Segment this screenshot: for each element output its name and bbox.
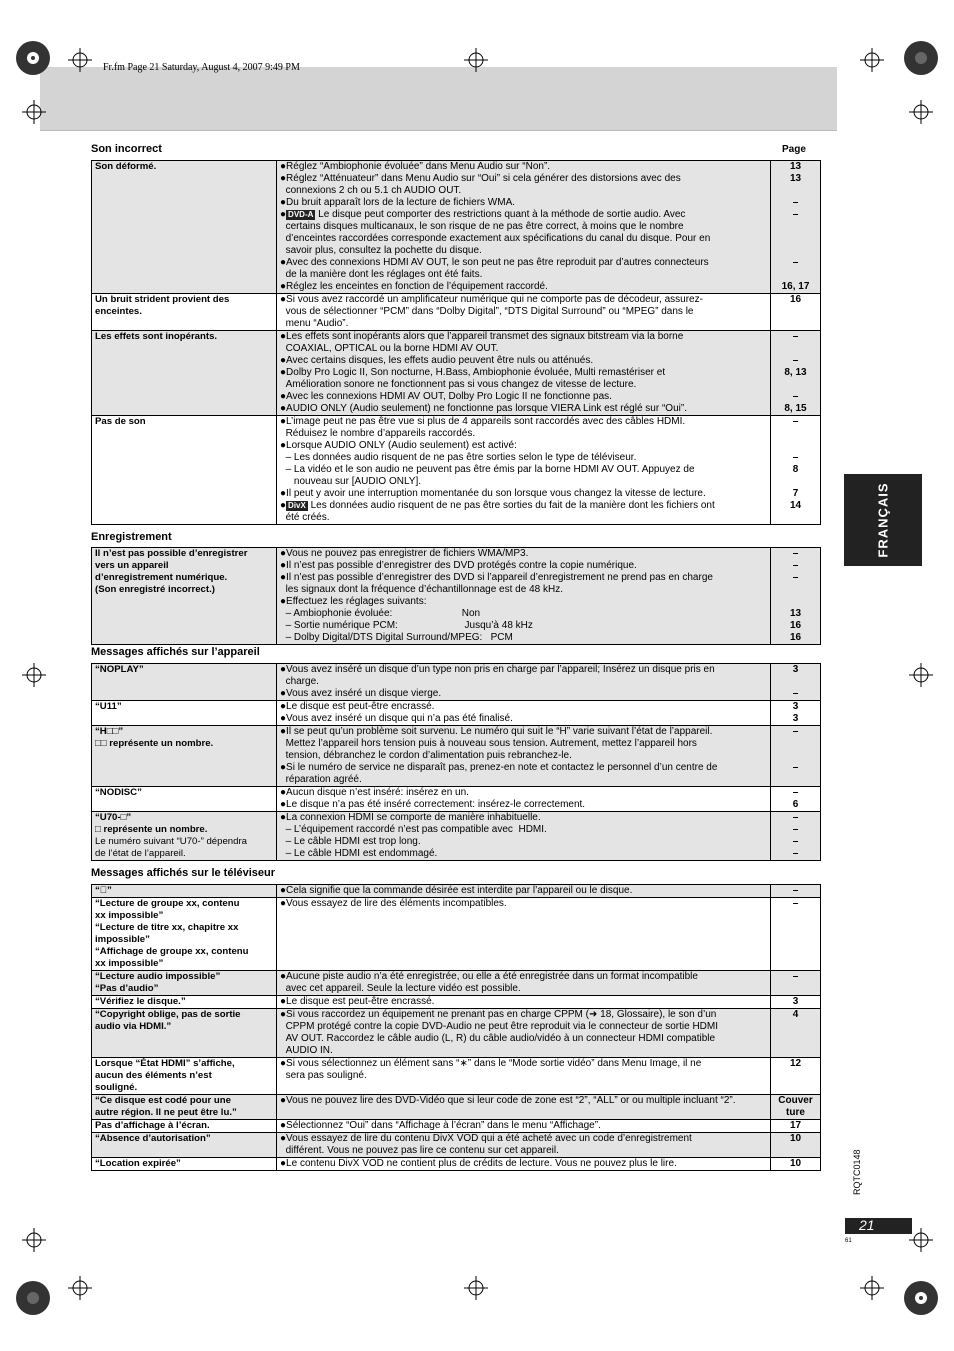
page-ref-cell xyxy=(771,1009,821,1058)
page-ref: 6 xyxy=(792,799,799,810)
table-row xyxy=(92,787,821,812)
page-ref-cell xyxy=(771,1058,821,1095)
table-row xyxy=(92,812,821,861)
language-tab-label: FRANÇAIS xyxy=(875,482,891,558)
page-ref-cell xyxy=(771,1095,821,1120)
remedy-text: ●Il se peut qu’un problème soit survenu. Le numéro qui suit le “H” varie suivant l’état de l’appareil. xyxy=(280,726,713,737)
page-ref: – xyxy=(792,209,799,220)
remedy-text: ●Le disque n’a pas été inséré correctement: insérez-le correctement. xyxy=(280,799,586,810)
problem-cell xyxy=(92,161,277,294)
tiny-page-number: 61 xyxy=(845,1238,852,1244)
remedy-text: ●Les effets sont inopérants alors que l’appareil transmet des signaux bitstream via la borne xyxy=(280,331,684,342)
remedy-text: sera pas souligné. xyxy=(280,1070,367,1081)
problem-text: audio via HDMI.” xyxy=(95,1021,172,1032)
page-ref-cell xyxy=(771,787,821,812)
remedy-text: ●Si vous avez raccordé un amplificateur numérique qui ne comporte pas de décodeur, assurez- xyxy=(280,294,703,305)
remedy-text: avec cet appareil. Seule la lecture vidéo est possible. xyxy=(280,983,521,994)
problem-cell xyxy=(92,812,277,861)
remedy-text: tension, débranchez le cordon d’alimentation puis rebranchez-le. xyxy=(280,750,572,761)
remedy-text: vous de sélectionner “PCM” dans “Dolby Digital”, “DTS Digital Surround” ou “MPEG” dans le xyxy=(280,306,694,317)
page-ref: 10 xyxy=(789,1158,802,1169)
page-ref: 12 xyxy=(789,1058,802,1069)
page-ref xyxy=(774,221,817,233)
remedy-text: connexions 2 ch ou 5.1 ch AUDIO OUT. xyxy=(280,185,462,196)
page-ref-cell xyxy=(771,1133,821,1158)
page-ref-cell xyxy=(771,161,821,294)
page-ref: 3 xyxy=(792,713,799,724)
printer-disc-mark xyxy=(15,1280,51,1316)
page-ref-cell xyxy=(771,294,821,331)
disc-type-badge: DVD-A xyxy=(288,210,314,219)
remedy-text: ●Sélectionnez “Oui” dans “Affichage à l’écran” dans le menu “Affichage”. xyxy=(280,1120,601,1131)
page-ref: 13 xyxy=(789,173,802,184)
table-row xyxy=(92,971,821,996)
table-row xyxy=(92,1133,821,1158)
remedy-text: ●Vous essayez de lire du contenu DivX VOD qui a été acheté avec un code d’enregistrement xyxy=(280,1133,692,1144)
page-ref: – xyxy=(792,355,799,366)
remedy-text: Réduisez le nombre d’appareils raccordés. xyxy=(280,428,476,439)
page-ref xyxy=(774,245,817,257)
page-ref: – xyxy=(792,572,799,583)
crosshair-mark xyxy=(909,100,933,124)
page-ref xyxy=(774,774,817,786)
page-ref: 16 xyxy=(789,632,802,643)
page-ref: – xyxy=(792,688,799,699)
document-code: RQTC0148 xyxy=(852,1149,862,1195)
remedy-cell xyxy=(277,971,771,996)
disc-type-badge: DivX xyxy=(288,501,306,510)
remedy-cell xyxy=(277,1095,771,1120)
problem-text: vers un appareil xyxy=(95,560,169,571)
printer-disc-mark xyxy=(903,40,939,76)
remedy-text: – Sortie numérique PCM: Jusqu’à 48 kHz xyxy=(280,620,533,631)
remedy-text: – Ambiophonie évoluée: Non xyxy=(280,608,481,619)
page-ref-cell xyxy=(771,1158,821,1171)
page-ref: – xyxy=(792,762,799,773)
page-ref-cell xyxy=(771,885,821,898)
problem-cell xyxy=(92,898,277,971)
remedy-text: ●Avec les connexions HDMI AV OUT, Dolby Pro Logic II ne fonctionne pas. xyxy=(280,391,612,402)
table-row xyxy=(92,898,821,971)
problem-text: “Ce disque est codé pour une xyxy=(95,1095,231,1106)
page-ref-cell xyxy=(771,996,821,1009)
remedy-text: ●Si vous raccordez un équipement ne prenant pas en charge CPPM (➜ 18, Glossaire), le son d’un xyxy=(280,1009,717,1020)
problem-cell xyxy=(92,1058,277,1095)
problem-text: “Absence d’autorisation” xyxy=(95,1133,211,1144)
problem-text: “Copyright oblige, pas de sortie xyxy=(95,1009,241,1020)
page-ref: – xyxy=(792,824,799,835)
problem-text: “NOPLAY” xyxy=(95,664,144,675)
remedy-cell xyxy=(277,416,771,525)
remedy-text: – L’équipement raccordé n’est pas compatible avec HDMI. xyxy=(280,824,547,835)
remedy-text: ●Vous ne pouvez lire des DVD-Vidéo que si leur code de zone est “2”, “ALL” or ou multiple incluant “2”. xyxy=(280,1095,736,1106)
page-ref: ture xyxy=(786,1107,805,1118)
page-ref: 16 xyxy=(789,294,802,305)
problem-text: impossible” xyxy=(95,934,150,945)
table-row xyxy=(92,416,821,525)
page-ref: – xyxy=(792,812,799,823)
page-ref xyxy=(774,269,817,281)
page-ref xyxy=(774,676,817,688)
page-ref: – xyxy=(792,848,799,859)
page-ref: 8, 13 xyxy=(784,367,807,378)
remedy-text: – Les données audio risquent de ne pas être sorties selon le type de téléviseur. xyxy=(280,452,637,463)
problem-text: Les effets sont inopérants. xyxy=(95,331,218,342)
problem-text: □ représente un nombre. xyxy=(95,824,208,835)
problem-text: “Affichage de groupe xx, contenu xyxy=(95,946,249,957)
problem-text: aucun des éléments n’est xyxy=(95,1070,212,1081)
table-sound xyxy=(91,160,821,525)
remedy-cell xyxy=(277,294,771,331)
problem-text: “Lecture de titre xx, chapitre xx xyxy=(95,922,239,933)
remedy-text: de la manière dont les réglages ont été faits. xyxy=(280,269,483,280)
table-row xyxy=(92,996,821,1009)
remedy-text: – La vidéo et le son audio ne peuvent pas être émis par la borne HDMI AV OUT. Appuyez de xyxy=(280,464,695,475)
remedy-text: ●Aucun disque n’est inséré: insérez en un. xyxy=(280,787,469,798)
remedy-cell xyxy=(277,1133,771,1158)
page-ref: – xyxy=(792,391,799,402)
problem-text: souligné. xyxy=(95,1082,138,1093)
page-ref-cell xyxy=(771,898,821,971)
remedy-text: ●L’image peut ne pas être vue si plus de 4 appareils sont raccordés avec des câbles HDMI. xyxy=(280,416,686,427)
page-ref xyxy=(774,440,817,452)
table-row xyxy=(92,1095,821,1120)
page-ref: – xyxy=(792,416,799,427)
remedy-cell xyxy=(277,664,771,701)
page-ref xyxy=(774,750,817,762)
remedy-text: ●Le disque est peut-être encrassé. xyxy=(280,996,435,1007)
problem-cell xyxy=(92,1095,277,1120)
page-ref: 14 xyxy=(789,500,802,511)
page-ref: 17 xyxy=(789,1120,802,1131)
table-row xyxy=(92,701,821,726)
remedy-cell xyxy=(277,898,771,971)
page-ref: 16, 17 xyxy=(781,281,810,292)
remedy-text: ●Aucune piste audio n’a été enregistrée, ou elle a été enregistrée dans un format incompatible xyxy=(280,971,698,982)
page-ref: 8 xyxy=(792,464,799,475)
remedy-text: ●Avec certains disques, les effets audio peuvent être nuls ou atténués. xyxy=(280,355,594,366)
problem-text: (Son enregistré incorrect.) xyxy=(95,584,215,595)
remedy-text: CPPM protégé contre la copie DVD-Audio ne peut être reproduit via le connecteur de sortie HDMI xyxy=(280,1021,719,1032)
problem-cell xyxy=(92,548,277,645)
page-ref xyxy=(774,428,817,440)
page-ref xyxy=(774,596,817,608)
page-number-box xyxy=(845,1218,912,1234)
problem-text: xx impossible” xyxy=(95,958,164,969)
page-ref xyxy=(774,1070,817,1082)
problem-text: Il n’est pas possible d’enregistrer xyxy=(95,548,248,559)
remedy-text: ●Lorsque AUDIO ONLY (Audio seulement) est activé: xyxy=(280,440,517,451)
page-ref: – xyxy=(792,971,799,982)
remedy-text: différent. Vous ne pouvez pas lire ce contenu sur cet appareil. xyxy=(280,1145,559,1156)
page-ref xyxy=(774,233,817,245)
page-ref: – xyxy=(792,787,799,798)
remedy-text: ●Il peut y avoir une interruption momentanée du son lorsque vous changez la vitesse de lecture. xyxy=(280,488,706,499)
table-recording xyxy=(91,547,821,645)
remedy-text: été créés. xyxy=(280,512,330,523)
remedy-cell xyxy=(277,548,771,645)
remedy-cell xyxy=(277,1158,771,1171)
table-row xyxy=(92,726,821,787)
remedy-text: ●Vous avez inséré un disque d’un type non pris en charge par l’appareil; Insérez un disque pris en xyxy=(280,664,715,675)
page-ref: 7 xyxy=(792,488,799,499)
page-ref: – xyxy=(792,331,799,342)
problem-text: □□ représente un nombre. xyxy=(95,738,214,749)
page-ref: 13 xyxy=(789,161,802,172)
table-tv-messages xyxy=(91,884,821,1171)
problem-cell xyxy=(92,331,277,416)
problem-text: enceintes. xyxy=(95,306,142,317)
problem-note: de l’état de l’appareil. xyxy=(95,848,186,859)
page-ref-cell xyxy=(771,1120,821,1133)
remedy-text: ●Vous avez inséré un disque qui n’a pas été finalisé. xyxy=(280,713,513,724)
page-ref: 3 xyxy=(792,996,799,1007)
page-ref-cell xyxy=(771,701,821,726)
remedy-text: ●Réglez les enceintes en fonction de l’équipement raccordé. xyxy=(280,281,548,292)
remedy-text: ●Il n’est pas possible d’enregistrer des DVD si l’appareil d’enregistrement ne prend pas en charge xyxy=(280,572,713,583)
page-column-label: Page xyxy=(782,144,806,155)
remedy-text: ●Réglez “Ambiophonie évoluée” dans Menu Audio sur “Non”. xyxy=(280,161,551,172)
remedy-cell xyxy=(277,1120,771,1133)
remedy-cell xyxy=(277,161,771,294)
remedy-text: ●Si le numéro de service ne disparaît pas, prenez-en note et contactez le personnel d’un centre de xyxy=(280,762,718,773)
page-ref-cell xyxy=(771,331,821,416)
section-title-tv-messages: Messages affichés sur le téléviseur xyxy=(91,867,276,879)
remedy-text: COAXIAL, OPTICAL ou la borne HDMI AV OUT. xyxy=(280,343,499,354)
remedy-cell xyxy=(277,1009,771,1058)
remedy-text: – Le câble HDMI est trop long. xyxy=(280,836,421,847)
problem-text: “NODISC” xyxy=(95,787,142,798)
page-ref: 3 xyxy=(792,664,799,675)
crosshair-mark xyxy=(68,48,92,72)
remedy-text: AV OUT. Raccordez le câble audio (L, R) du câble audio/vidéo à un connecteur HDMI compatible xyxy=(280,1033,716,1044)
problem-cell xyxy=(92,1133,277,1158)
page-ref xyxy=(774,1145,817,1157)
remedy-cell xyxy=(277,1058,771,1095)
table-row xyxy=(92,664,821,701)
page-ref xyxy=(774,306,817,318)
remedy-text: ●La connexion HDMI se comporte de manière inhabituelle. xyxy=(280,812,541,823)
page-ref-cell xyxy=(771,812,821,861)
remedy-text: ●AUDIO ONLY (Audio seulement) ne fonctionne pas lorsque VIERA Link est réglé sur “Oui”. xyxy=(280,403,687,414)
remedy-cell xyxy=(277,812,771,861)
remedy-text: Mettez l’appareil hors tension puis à nouveau sous tension. Autrement, mettez l’appareil hors xyxy=(280,738,697,749)
problem-text: autre région. Il ne peut être lu.” xyxy=(95,1107,237,1118)
remedy-text: ●Le contenu DivX VOD ne contient plus de crédits de lecture. Vous ne pouvez plus le lire. xyxy=(280,1158,677,1169)
remedy-text: ●Il n’est pas possible d’enregistrer des DVD protégés contre la copie numérique. xyxy=(280,560,637,571)
page-ref: 8, 15 xyxy=(784,403,807,414)
remedy-cell xyxy=(277,331,771,416)
remedy-text: ●Vous essayez de lire des éléments incompatibles. xyxy=(280,898,507,909)
problem-text: “U70-□” xyxy=(95,812,132,823)
table-row xyxy=(92,161,821,294)
remedy-cell xyxy=(277,996,771,1009)
table-row xyxy=(92,1009,821,1058)
remedy-text: ●Dolby Pro Logic II, Son nocturne, H.Bass, Ambiophonie évoluée, Multi remastériser et xyxy=(280,367,666,378)
remedy-text: nouveau sur [AUDIO ONLY]. xyxy=(280,476,421,487)
problem-text: d’enregistrement numérique. xyxy=(95,572,228,583)
crosshair-mark xyxy=(909,1228,933,1252)
table-row xyxy=(92,548,821,645)
remedy-cell xyxy=(277,787,771,812)
section-title-unit-messages: Messages affichés sur l’appareil xyxy=(91,646,260,658)
problem-cell xyxy=(92,1009,277,1058)
problem-text: “Lecture de groupe xx, contenu xyxy=(95,898,240,909)
remedy-text: ●Du bruit apparaît lors de la lecture de fichiers WMA. xyxy=(280,197,516,208)
problem-note: Le numéro suivant “U70-” dépendra xyxy=(95,836,247,847)
page-ref xyxy=(774,185,817,197)
page-number: 21 xyxy=(859,1217,875,1233)
remedy-text: d’enceintes raccordées corresponde exactement aux spécifications du canal du disque. Pour en xyxy=(280,233,711,244)
crosshair-mark xyxy=(22,100,46,124)
table-row xyxy=(92,1158,821,1171)
remedy-text: ●Réglez “Atténuateur” dans Menu Audio sur “Oui” si cela générer des distorsions avec des xyxy=(280,173,681,184)
problem-text: “U11” xyxy=(95,701,122,712)
page-ref: 16 xyxy=(789,620,802,631)
remedy-text: ●Cela signifie que la commande désirée est interdite par l’appareil ou le disque. xyxy=(280,885,633,896)
section-title-sound: Son incorrect xyxy=(91,143,162,155)
remedy-text: ●Effectuez les réglages suivants: xyxy=(280,596,427,607)
remedy-text: savoir plus, consultez la pochette du disque. xyxy=(280,245,482,256)
problem-text: Pas d’affichage à l’écran. xyxy=(95,1120,210,1131)
crosshair-mark xyxy=(909,663,933,687)
problem-text: Pas de son xyxy=(95,416,146,427)
table-row xyxy=(92,331,821,416)
problem-cell xyxy=(92,1158,277,1171)
crosshair-mark xyxy=(22,663,46,687)
language-tab xyxy=(844,474,922,566)
page-ref xyxy=(774,738,817,750)
problem-text: xx impossible” xyxy=(95,910,164,921)
page-ref-cell xyxy=(771,664,821,701)
page-ref xyxy=(774,1045,817,1057)
problem-text: Un bruit strident provient des xyxy=(95,294,230,305)
crosshair-mark xyxy=(464,48,488,72)
page-ref xyxy=(774,379,817,391)
page-ref: – xyxy=(792,898,799,909)
page-ref xyxy=(774,512,817,524)
remedy-text: Amélioration sonore ne fonctionnent pas si vous changez de vitesse de lecture. xyxy=(280,379,637,390)
page-ref: 13 xyxy=(789,608,802,619)
page-ref xyxy=(774,476,817,488)
page-ref xyxy=(774,343,817,355)
table-unit-messages xyxy=(91,663,821,861)
page-ref: – xyxy=(792,560,799,571)
page-ref: – xyxy=(792,548,799,559)
problem-cell xyxy=(92,971,277,996)
remedy-text: – Le câble HDMI est endommagé. xyxy=(280,848,438,859)
page-ref: 4 xyxy=(792,1009,799,1020)
remedy-text: ●Vous ne pouvez pas enregistrer de fichiers WMA/MP3. xyxy=(280,548,529,559)
page-ref: – xyxy=(792,197,799,208)
table-row xyxy=(92,1058,821,1095)
page-ref-cell xyxy=(771,971,821,996)
page-ref: – xyxy=(792,885,799,896)
problem-text: “⃠” xyxy=(95,885,112,896)
remedy-text: ● DivX Les données audio risquent de ne pas être sorties du fait de la manière dont les fichiers ont xyxy=(280,500,715,511)
banner-divider xyxy=(40,130,837,131)
crosshair-mark xyxy=(860,1276,884,1300)
page-ref: 3 xyxy=(792,701,799,712)
problem-text: “Lecture audio impossible” xyxy=(95,971,221,982)
section-title-recording: Enregistrement xyxy=(91,531,172,543)
remedy-text: AUDIO IN. xyxy=(280,1045,333,1056)
problem-cell xyxy=(92,787,277,812)
printer-disc-mark xyxy=(15,40,51,76)
page-ref xyxy=(774,584,817,596)
page-ref xyxy=(774,1021,817,1033)
crosshair-mark xyxy=(860,48,884,72)
remedy-text: réparation agréé. xyxy=(280,774,362,785)
page-ref xyxy=(774,318,817,330)
remedy-text: ●Vous avez inséré un disque vierge. xyxy=(280,688,442,699)
table-row xyxy=(92,1120,821,1133)
page-ref xyxy=(774,1033,817,1045)
table-row xyxy=(92,294,821,331)
problem-cell xyxy=(92,1120,277,1133)
page-ref xyxy=(774,983,817,995)
printer-disc-mark xyxy=(903,1280,939,1316)
problem-cell xyxy=(92,996,277,1009)
page-ref: Couver xyxy=(778,1095,813,1106)
problem-text: “Location expirée” xyxy=(95,1158,181,1169)
remedy-text: menu “Audio”. xyxy=(280,318,349,329)
problem-text: “H□□” xyxy=(95,726,124,737)
problem-text: Son déformé. xyxy=(95,161,157,172)
problem-text: “Pas d’audio” xyxy=(95,983,159,994)
remedy-text: ● DVD-A Le disque peut comporter des restrictions quant à la méthode de sortie audio. Avec xyxy=(280,209,686,220)
problem-text: Lorsque “État HDMI” s’affiche, xyxy=(95,1058,235,1069)
remedy-text: ●Avec des connexions HDMI AV OUT, le son peut ne pas être reproduit par d’autres connecteurs xyxy=(280,257,709,268)
problem-cell xyxy=(92,885,277,898)
page-ref: – xyxy=(792,257,799,268)
problem-text: “Vérifiez le disque.” xyxy=(95,996,186,1007)
remedy-cell xyxy=(277,885,771,898)
page-ref: – xyxy=(792,452,799,463)
remedy-text: ●Si vous sélectionnez un élément sans “∗” dans le “Mode sortie vidéo” dans Menu Image, il ne xyxy=(280,1058,702,1069)
header-banner xyxy=(40,67,837,130)
remedy-text: charge. xyxy=(280,676,319,687)
remedy-text: certains disques multicanaux, le son risque de ne pas être correct, à moins que le nombre xyxy=(280,221,684,232)
page-ref-cell xyxy=(771,726,821,787)
problem-cell xyxy=(92,416,277,525)
page-ref: – xyxy=(792,836,799,847)
remedy-cell xyxy=(277,726,771,787)
crosshair-mark xyxy=(464,1276,488,1300)
page-ref-cell xyxy=(771,416,821,525)
file-info: Fr.fm Page 21 Saturday, August 4, 2007 9:49 PM xyxy=(103,62,300,73)
remedy-text: ●Le disque est peut-être encrassé. xyxy=(280,701,435,712)
page-ref-cell xyxy=(771,548,821,645)
problem-cell xyxy=(92,701,277,726)
page-ref: – xyxy=(792,726,799,737)
problem-cell xyxy=(92,294,277,331)
page-ref: 10 xyxy=(789,1133,802,1144)
table-row xyxy=(92,885,821,898)
remedy-text: – Dolby Digital/DTS Digital Surround/MPEG: PCM xyxy=(280,632,513,643)
remedy-text: les signaux dont la fréquence d’échantillonnage est de 48 kHz. xyxy=(280,584,563,595)
crosshair-mark xyxy=(68,1276,92,1300)
problem-cell xyxy=(92,664,277,701)
problem-cell xyxy=(92,726,277,787)
crosshair-mark xyxy=(22,1228,46,1252)
remedy-cell xyxy=(277,701,771,726)
